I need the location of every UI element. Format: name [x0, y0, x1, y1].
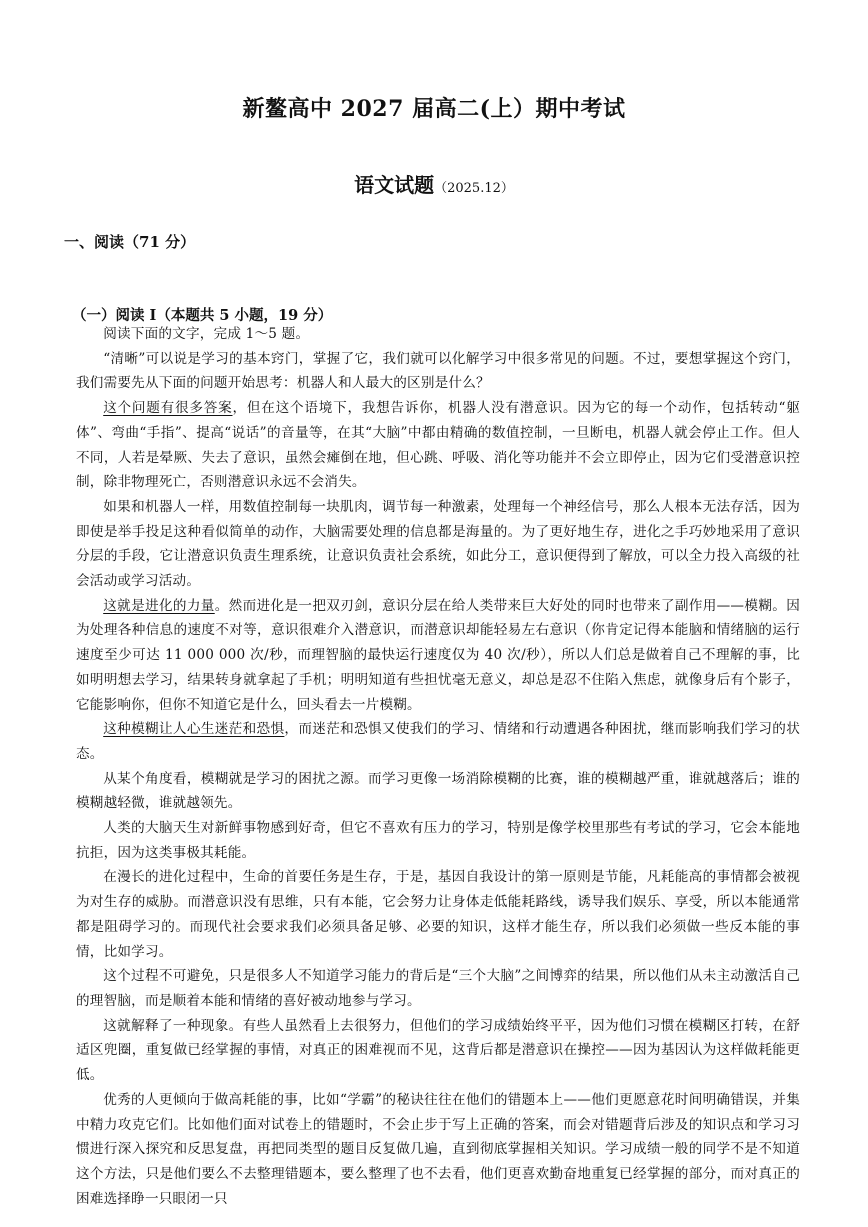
subject-title	[0, 169, 868, 198]
paragraph-9: 这个过程不可避免，只是很多人不知道学习能力的背后是“三个大脑”之间博弈的结果，所以他们从未主动激活自己的理智脑，而是顺着本能和情绪的喜好被动地参与学习。	[76, 968, 800, 1009]
underlined-sentence-2: 这就是进化的力量	[103, 597, 215, 614]
paragraph-7: 人类的大脑天生对新鲜事物感到好奇，但它不喜欢有压力的学习，特别是像学校里那些有考试的学习，它会本能地抗拒，因为这类事极其耗能。	[76, 820, 800, 861]
paragraph-11: 优秀的人更倾向于做高耗能的事，比如“学霸”的秘诀往往在他们的错题本上——他们更愿意花时间明确错误，并集中精力攻克它们。比如他们面对试卷上的错题时，不会止步于写上正确的答案，而会对错题背后涉及的知识点和学习习惯进行深入探究和反思复盘，再把同类型的题目反复做几遍，直到彻底掌握相关知识。学习成绩一般的同学不是不知道这个方法，只是他们要么不去整理错题本，要么整理了也不去看，他们更喜欢勤奋地重复已经掌握的部分，而对真正的困难选择睁一只眼闭一只	[76, 1091, 800, 1207]
underlined-sentence-1: 这个问题有很多答案	[103, 400, 233, 417]
section-heading: 一、阅读（71 分）	[64, 233, 196, 251]
paragraph-3: 如果和机器人一样，用数值控制每一块肌肉，调节每一种激素，处理每一个神经信号，那么人根本无法存活，因为即使是举手投足这种看似简单的动作，大脑需要处理的信息都是海量的。为了更好地生存，进化之手巧妙地采用了意识分层的手段，它让潜意识负责生理系统，让意识负责社会系统，如此分工，意识便得到了解放，可以全力投入高级的社会活动或学习活动。	[76, 498, 800, 590]
part-heading: （一）阅读 I（本题共 5 小题，19 分）	[72, 307, 333, 324]
underlined-sentence-3: 这种模糊让人心生迷茫和恐惧	[103, 721, 285, 738]
subject-name: 语文试题	[354, 173, 435, 197]
paragraph-2-text: ，但在这个语境下，我想告诉你，机器人没有潜意识。因为它的每一个动作，包括转动“躯体”、弯曲“手指”、提高“说话”的音量等，在其“大脑”中都由精确的数值控制，一旦断电，机器人就会停止工作。但人不同，人若是晕厥、失去了意识，虽然会瘫倒在地，但心跳、呼吸、消化等功能并不会立即停止，因为它们受潜意识控制，除非物理死亡，否则潜意识永远不会消失。	[76, 400, 800, 491]
exam-title: 新鳌高中 2027 届高二(上）期中考试	[242, 96, 626, 122]
exam-date: （2025.12）	[434, 181, 514, 196]
paragraph-2	[76, 396, 800, 495]
paragraph-8: 在漫长的进化过程中，生命的首要任务是生存，于是，基因自我设计的第一原则是节能，凡耗能高的事情都会被视为对生存的威胁。而潜意识没有思维，只有本能，它会努力让身体走低能耗路线，诱导我们娱乐、享受，所以本能通常都是阻碍学习的。而现代社会要求我们必须具备足够、必要的知识，这样才能生存，所以我们必须做一些反本能的事情，比如学习。	[76, 869, 800, 960]
paragraph-10: 这就解释了一种现象。有些人虽然看上去很努力，但他们的学习成绩始终平平，因为他们习惯在模糊区打转，在舒适区兜圈，重复做已经掌握的事情，对真正的困难视而不见，这背后都是潜意识在操控——因为基因认为这样做耗能更低。	[76, 1017, 800, 1084]
paragraph-5	[76, 717, 800, 766]
reading-passage	[76, 322, 800, 1211]
paragraph-4	[76, 594, 800, 718]
paragraph-4-text: 。然而进化是一把双刃剑，意识分层在给人类带来巨大好处的同时也带来了副作用——模糊。因为处理各种信息的速度不对等，意识很难介入潜意识，而潜意识却能轻易左右意识（你肯定记得本能脑和情绪脑的运行速度至少可达 11 000 000 次/秒，而理智脑的最快运行速度仅为 40 次/秒），所以人们总是做着自己不理解的事，比如明明想去学习，结果转身就拿起了手机；明明知道有些担忧毫无意义，却总是忍不住陷入焦虑，就像身后有个影子，它能影响你，但你不知道它是什么，回头看去一片模糊。	[76, 597, 800, 713]
paragraph-1: “清晰”可以说是学习的基本窍门，掌握了它，我们就可以化解学习中很多常见的问题。不过，要想掌握这个窍门，我们需要先从下面的问题开始思考：机器人和人最大的区别是什么？	[76, 350, 800, 392]
paragraph-5-text: ，而迷茫和恐惧又使我们的学习、情绪和行动遭遇各种困扰，继而影响我们学习的状态。	[76, 721, 800, 762]
paragraph-6: 从某个角度看，模糊就是学习的困扰之源。而学习更像一场消除模糊的比赛，谁的模糊越严重，谁就越落后；谁的模糊越轻微，谁就越领先。	[76, 770, 800, 812]
instruction-text: 阅读下面的文字，完成 1～5 题。	[103, 326, 310, 342]
